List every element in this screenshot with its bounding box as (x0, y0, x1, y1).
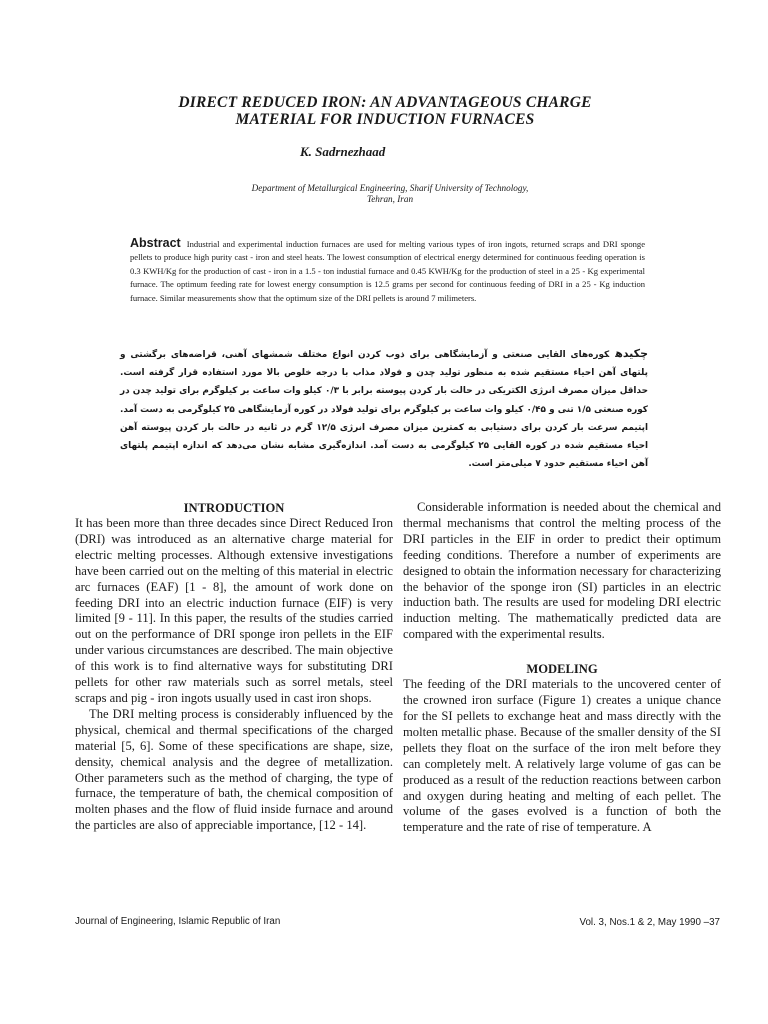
intro-paragraph-1: It has been more than three decades since Direct Reduced Iron (DRI) was introduced as an alternative charge material for electric melting processes. Although extensive investigations have been carried out on the melting of this material in electric arc furnaces (EAF) [1 - 8], the amount of work done on feeding DRI into an electric induction furnace (EIF) is very limited [9 - 11]. In this paper, the results of the studies carried out on the performance of DRI sponge iron pellets in the EIF under various circumstances are described. The main objective of this work is to find alternative ways for substituting DRI pellets for other raw materials such as sorrel metals, steel scraps and pig - iron ingots usually used in cast iron shops. (75, 516, 393, 705)
modeling-heading: MODELING (526, 662, 598, 677)
persian-abstract (120, 345, 648, 473)
affiliation (140, 183, 640, 204)
journal-footer: Journal of Engineering, Islamic Republic of Iran (75, 916, 281, 927)
modeling-paragraph-1: The feeding of the DRI materials to the uncovered center of the crowned iron surface (Figure 1) creates a unique chance for the SI pellets to exchange heat and mass directly with the molten metallic phase. Because of the smaller density of the SI pellets they float on the surface of the iron melt before they can completely melt. A relatively large volume of gas can be produced as a result of the reduction reactions between carbon and oxygen during heating and melting of each pellet. The volume of the gases evolved is a function of both the temperature and the rate of rise of temperature. A (403, 677, 721, 835)
left-column (75, 500, 393, 834)
author-name: K. Sadrnezhaad (300, 144, 386, 159)
abstract-text: Industrial and experimental induction furnaces are used for melting various types of iron ingots, returned scraps and DRI sponge pellets to produce high purity cast - iron and steel heats. The lowest consumption of electrical energy determined for continuous feeding operation is 0.3 KWH/Kg for the production of cast - iron in a 1.5 - ton industial furnace and 0.45 KWH/Kg for the production of steel in a 25 - Kg experimental furnace. The optimum feeding rate for lowest energy consumption is 12.5 grams per second for continuous feeding of DRI in a 25 - Kg induction furnace. Similar measurements show that the optimum size of the DRI pellets is around 7 milimeters. (130, 239, 645, 303)
intro-paragraph-2: The DRI melting process is considerably influenced by the physical, chemical and thermal specifications of the charged material [5, 6]. Some of these specifications are shape, size, density, chemical analysis and the degree of metallization. Other parameters such as the method of charging, the type of furnace, the temperature of bath, the chemical composition of molten phases and the flow of fluid inside furnace and around the particles are also of appreciable importance, [12 - 14]. (75, 706, 393, 833)
title-line-1: DIRECT REDUCED IRON: AN ADVANTAGEOUS CHARGE (178, 94, 592, 111)
title-line-2: MATERIAL FOR INDUCTION FURNACES (235, 111, 535, 128)
persian-abstract-text: کوره‌های القایی صنعتی و آزمایشگاهی برای ذوب کردن انواع مختلف شمشهای آهنی، قراضه‌های برگشتی و پلتهای آهن احیاء مستقیم شده به منظور تولید چدن و فولاد مذاب با درجه خلوص بالا مورد استفاده قرار گرفته است. حداقل میزان مصرف انرژی الکتریکی در حالت بار کردن پیوسته برابر با ۰/۳ کیلو وات ساعت بر کیلوگرم برای تولید چدن در کوره صنعتی ۱/۵ تنی و ۰/۴۵ کیلو وات ساعت بر کیلوگرم برای تولید فولاد در کوره آزمایشگاهی ۲۵ کیلوگرمی به دست آمد. اپتیمم سرعت بار کردن برای دستیابی به کمترین میزان مصرف انرژی ۱۲/۵ گرم در ثانیه در حالت بار کردن پیوسته آهن احیاء مستقیم شده در کوره القایی ۲۵ کیلوگرمی به دست آمد. اندازه‌گیری مشابه نشان می‌دهد که اندازه اپتیمم پلتهای آهن احیاء مستقیم حدود ۷ میلی‌متر است. (120, 350, 649, 470)
affiliation-line-2: Tehran, Iran (366, 193, 414, 204)
introduction-heading: INTRODUCTION (183, 501, 285, 515)
paper-title (90, 94, 680, 128)
volume-page-footer: Vol. 3, Nos.1 & 2, May 1990 –37 (579, 917, 720, 928)
abstract (130, 237, 645, 305)
right-column (403, 500, 721, 836)
abstract-heading: Abstract (130, 236, 181, 250)
intro-paragraph-3: Considerable information is needed about the chemical and thermal mechanisms that control the melting process of the DRI particles in the EIF in order to predict their optimum feeding conditions. Therefore a number of experiments are designed to obtain the information necessary for characterizing the behavior of the sponge iron (SI) particles in an electric induction bath. The results are used for modeling DRI electric induction melting. The mathematically predicted data are compared with the experimental results. (403, 500, 721, 642)
affiliation-line-1: Department of Metallurgical Engineering, Sharif University of Technology, (251, 183, 529, 193)
persian-abstract-heading: چکیده (615, 347, 648, 360)
